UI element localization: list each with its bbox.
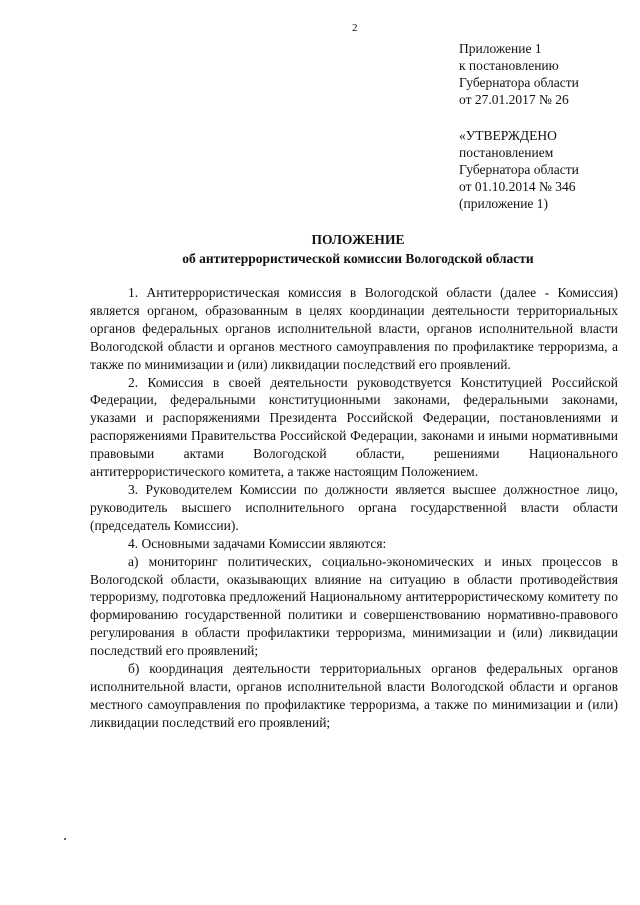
paragraph: б) координация деятельности территориальных органов федеральных органов исполнительной власти, органов исполнительной власти Вологодской области и органов местного самоуправления по профилактике терроризма, а также по минимизации и (или) ликвидации последствий его проявлений; bbox=[90, 661, 618, 730]
paragraph: 1. Антитеррористическая комиссия в Вологодской области (далее - Комиссия) является органом, образованным в целях координации деятельности территориальных органов федеральных органов исполнительной власти, органов исполнительной власти Вологодской области и органов местного самоуправления по профилактике терроризма, а также по минимизации и (или) ликвидации последствий его проявлений. bbox=[90, 285, 618, 372]
scan-speck bbox=[64, 838, 66, 840]
paragraph: 4. Основными задачами Комиссии являются: bbox=[128, 535, 387, 551]
page-number: 2 bbox=[352, 22, 358, 34]
approval-line: от 01.10.2014 № 346 bbox=[459, 179, 576, 194]
approval-line: Губернатора области bbox=[459, 162, 579, 177]
document-heading bbox=[90, 230, 626, 268]
document-subtitle: об антитеррористической комиссии Вологодской области bbox=[182, 251, 534, 266]
appendix-line: к постановлению bbox=[459, 58, 559, 73]
appendix-block bbox=[459, 40, 629, 108]
document-title: ПОЛОЖЕНИЕ bbox=[311, 232, 405, 247]
approval-block bbox=[459, 127, 629, 212]
approval-line: постановлением bbox=[459, 145, 554, 160]
appendix-line: Губернатора области bbox=[459, 75, 579, 90]
paragraph: 3. Руководителем Комиссии по должности является высшее должностное лицо, руководитель высшего исполнительного органа государственной власти области (председатель Комиссии). bbox=[90, 481, 618, 533]
paragraph: 2. Комиссия в своей деятельности руководствуется Конституцией Российской Федерации, федеральными конституционными законами, федеральными законами, указами и распоряжениями Президента Российской Федерации, постановлениями и распоряжениями Правительства Российской Федерации, законами и иными нормативными правовыми актами Вологодской области, решениями Национального антитеррористического комитета, а также настоящим Положением. bbox=[90, 374, 618, 480]
approval-line: (приложение 1) bbox=[459, 196, 549, 211]
appendix-line: от 27.01.2017 № 26 bbox=[459, 92, 569, 107]
approval-line: «УТВЕРЖДЕНО bbox=[459, 128, 557, 143]
document-body bbox=[90, 284, 618, 732]
appendix-line: Приложение 1 bbox=[459, 41, 542, 56]
paragraph: а) мониторинг политических, социально-экономических и иных процессов в Вологодской области, оказывающих влияние на ситуацию в области противодействия терроризму, подготовка предложений Национальному антитеррористическому комитету по формированию государственной политики и совершенствованию нормативно-правового регулирования в области профилактики терроризма, минимизации и (или) ликвидации последствий его проявлений; bbox=[90, 553, 618, 659]
